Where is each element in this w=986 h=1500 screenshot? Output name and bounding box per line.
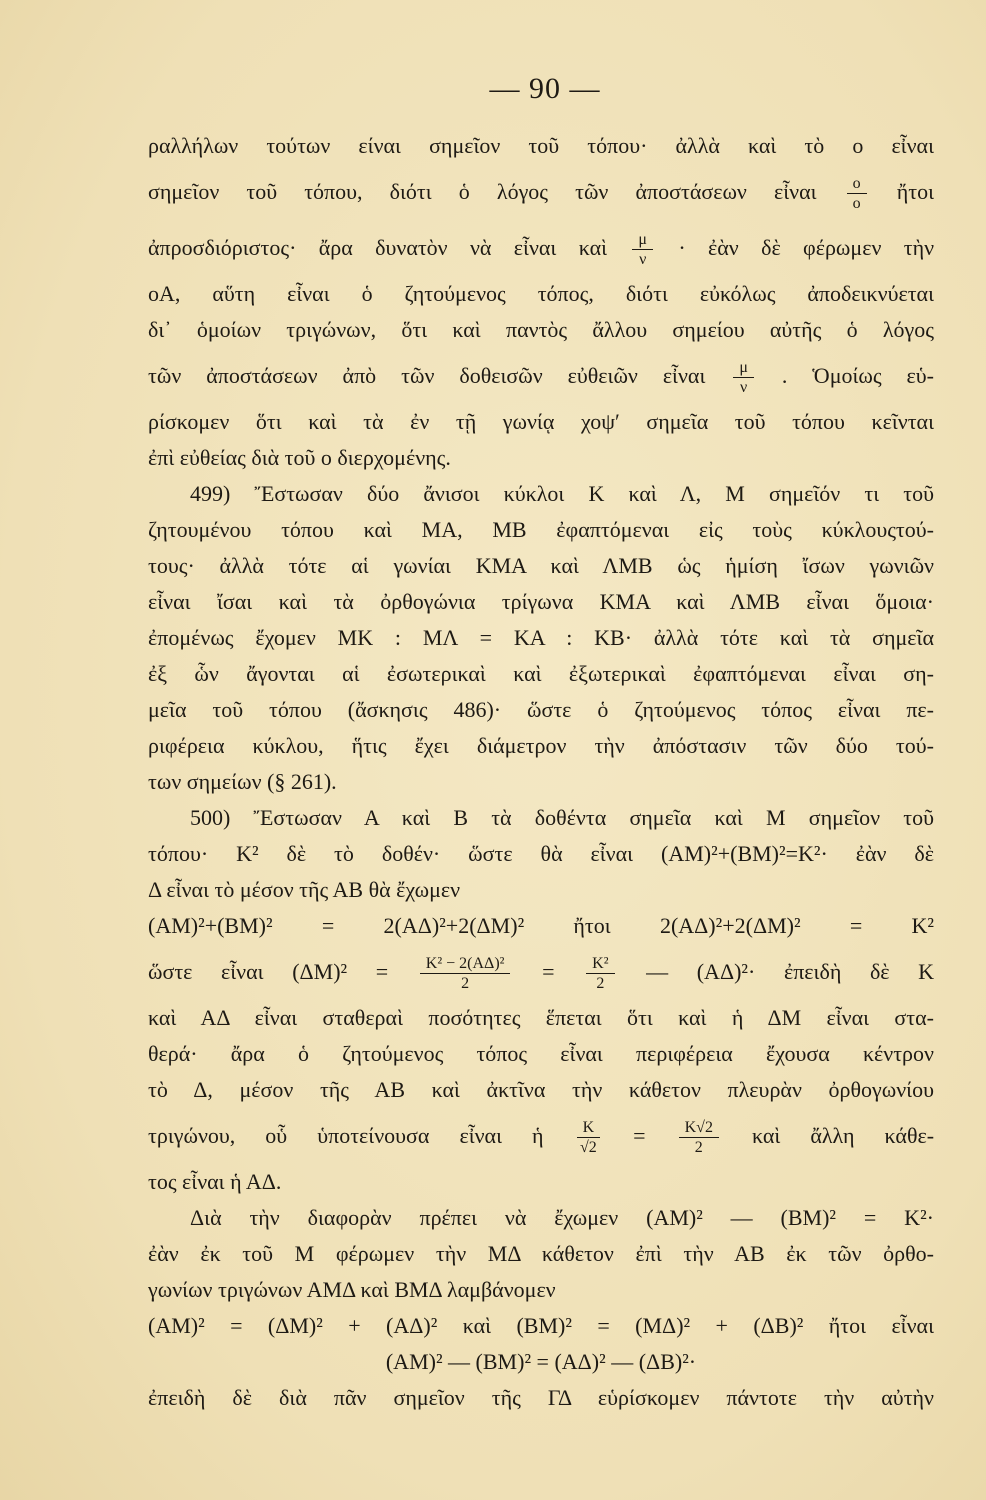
- fraction: $\frac{\text{Κ² − 2(ΑΔ)²}}{2}$: [420, 956, 511, 992]
- fraction: $\frac{K}{√2}$: [577, 1120, 601, 1156]
- text-line: Δ εἶναι τὸ μέσον τῆς ΑΒ θὰ ἔχωμεν: [148, 877, 461, 902]
- text-line: γωνίων τριγώνων ΑΜΔ καὶ ΒΜΔ λαμβάνομεν: [148, 1277, 556, 1302]
- text-line: ἐπομένως ἔχομεν ΜΚ : ΜΛ = ΚΑ : ΚΒ· ἀλλὰ τότε καὶ τὰ σημεῖα: [148, 625, 934, 650]
- text-line: ρίσκομεν ὅτι καὶ τὰ ἐν τῇ γωνίᾳ χοψ′ σημεῖα τοῦ τόπου κεῖνται: [148, 409, 934, 434]
- text-line: ἀπροσδιόριστος· ἄρα δυνατὸν νὰ εἶναι καὶ $\frac{\mu}{\nu}$ · ἐὰν δὲ φέρωμεν τὴν: [148, 230, 934, 268]
- fraction: $\frac{\text{Κ²}}{2}$: [586, 956, 614, 992]
- text-line: ἐξ ὧν ἄγονται αἱ ἐσωτερικαὶ καὶ ἐξωτερικαὶ ἐφαπτόμεναι εἶναι ση-: [148, 661, 934, 686]
- equation-line: (ΑΜ)² — (ΒΜ)² = (ΑΔ)² — (ΔΒ)²·: [385, 1349, 697, 1374]
- text-line: ἐὰν ἐκ τοῦ Μ φέρωμεν τὴν ΜΔ κάθετον ἐπὶ τὴν ΑΒ ἐκ τῶν ὀρθο-: [148, 1241, 934, 1266]
- text-line: ριφέρεια κύκλου, ἥτις ἔχει διάμετρον τὴν ἀπόστασιν τῶν δύο τού-: [148, 733, 934, 758]
- text-line: 499) Ἔστωσαν δύο ἄνισοι κύκλοι Κ καὶ Λ, Μ σημεῖόν τι τοῦ: [190, 481, 934, 506]
- text-line: τὸ Δ, μέσον τῆς ΑΒ καὶ ἀκτῖνα τὴν κάθετον πλευρὰν ὀρθογωνίου: [148, 1077, 934, 1102]
- fraction: $\frac{o}{o}$: [847, 176, 867, 212]
- text-line: εἶναι ἴσαι καὶ τὰ ὀρθογώνια τρίγωνα ΚΜΑ καὶ ΛΜΒ εἶναι ὅμοια·: [148, 589, 934, 614]
- text-line: καὶ ΑΔ εἶναι σταθεραὶ ποσότητες ἕπεται ὅτι καὶ ἡ ΔΜ εἶναι στα-: [148, 1005, 934, 1030]
- text-line: μεῖα τοῦ τόπου (ἄσκησις 486)· ὥστε ὁ ζητούμενος τόπος εἶναι πε-: [148, 697, 934, 722]
- text-line: ἐπὶ εὐθείας διὰ τοῦ ο διερχομένης.: [148, 445, 451, 470]
- text-line: 500) Ἔστωσαν Α καὶ Β τὰ δοθέντα σημεῖα καὶ Μ σημεῖον τοῦ: [190, 805, 934, 830]
- text-line: δι᾽ ὁμοίων τριγώνων, ὅτι καὶ παντὸς ἄλλου σημείου αὐτῆς ὁ λόγος: [148, 317, 934, 342]
- fraction: $\frac{\mu}{\nu}$: [733, 360, 754, 396]
- fraction: $\frac{\mu}{\nu}$: [632, 232, 653, 268]
- text-line: Διὰ τὴν διαφορὰν πρέπει νὰ ἔχωμεν (ΑΜ)² — (ΒΜ)² = Κ²·: [190, 1205, 934, 1230]
- text-line: οΑ, αὕτη εἶναι ὁ ζητούμενος τόπος, διότι εὐκόλως ἀποδεικνύεται: [148, 281, 934, 306]
- body-text: [148, 128, 934, 1416]
- text-line: ραλλήλων τούτων είναι σημεῖον τοῦ τόπου· ἀλλὰ καὶ τὸ ο εἶναι: [148, 133, 934, 158]
- page-number: — 90 —: [489, 72, 601, 105]
- text-line: θερά· ἄρα ὁ ζητούμενος τόπος εἶναι περιφέρεια ἔχουσα κέντρον: [148, 1041, 934, 1066]
- text-line: τους· ἀλλὰ τότε αἱ γωνίαι ΚΜΑ καὶ ΛΜΒ ὡς ἡμίση ἴσων γωνιῶν: [148, 553, 934, 578]
- text-line: ζητουμένου τόπου καὶ ΜΑ, ΜΒ ἐφαπτόμεναι εἰς τοὺς κύκλουςτού-: [148, 517, 934, 542]
- text-line: των σημείων (§ 261).: [148, 769, 337, 794]
- text-line: τριγώνου, οὗ ὑποτείνουσα εἶναι ἡ $\frac{K}{√2}$ = $\frac{K√2}{2}$ καὶ ἄλλη κάθε-: [148, 1118, 934, 1156]
- equation-line: (ΑΜ)²+(ΒΜ)² = 2(ΑΔ)²+2(ΔΜ)² ἤτοι 2(ΑΔ)²+2(ΔΜ)² = Κ²: [148, 913, 934, 938]
- text-line: ἐπειδὴ δὲ διὰ πᾶν σημεῖον τῆς ΓΔ εὑρίσκομεν πάντοτε τὴν αὐτὴν: [148, 1385, 934, 1410]
- text-line: τόπου· Κ² δὲ τὸ δοθέν· ὥστε θὰ εἶναι (ΑΜ)²+(ΒΜ)²=Κ²· ἐὰν δὲ: [148, 841, 934, 866]
- text-line: τῶν ἀποστάσεων ἀπὸ τῶν δοθεισῶν εὐθειῶν εἶναι $\frac{\mu}{\nu}$ . Ὁμοίως εὑ-: [148, 358, 934, 396]
- text-line: σημεῖον τοῦ τόπου, διότι ὁ λόγος τῶν ἀποστάσεων εἶναι $\frac{o}{o}$ ἤτοι: [148, 174, 934, 212]
- equation-line: (ΑΜ)² = (ΔΜ)² + (ΑΔ)² καὶ (ΒΜ)² = (ΜΔ)² + (ΔΒ)² ἤτοι εἶναι: [148, 1313, 934, 1338]
- fraction: $\frac{K√2}{2}$: [679, 1120, 719, 1156]
- text-line: τος εἶναι ἡ ΑΔ.: [148, 1169, 282, 1194]
- equation-line: ὥστε εἶναι (ΔΜ)² = $\frac{\text{Κ² − 2(ΑΔ)²}}{2}$ = $\frac{\text{Κ²}}{2}$ — (ΑΔ)²· ἐπειδὴ δὲ Κ: [148, 954, 934, 992]
